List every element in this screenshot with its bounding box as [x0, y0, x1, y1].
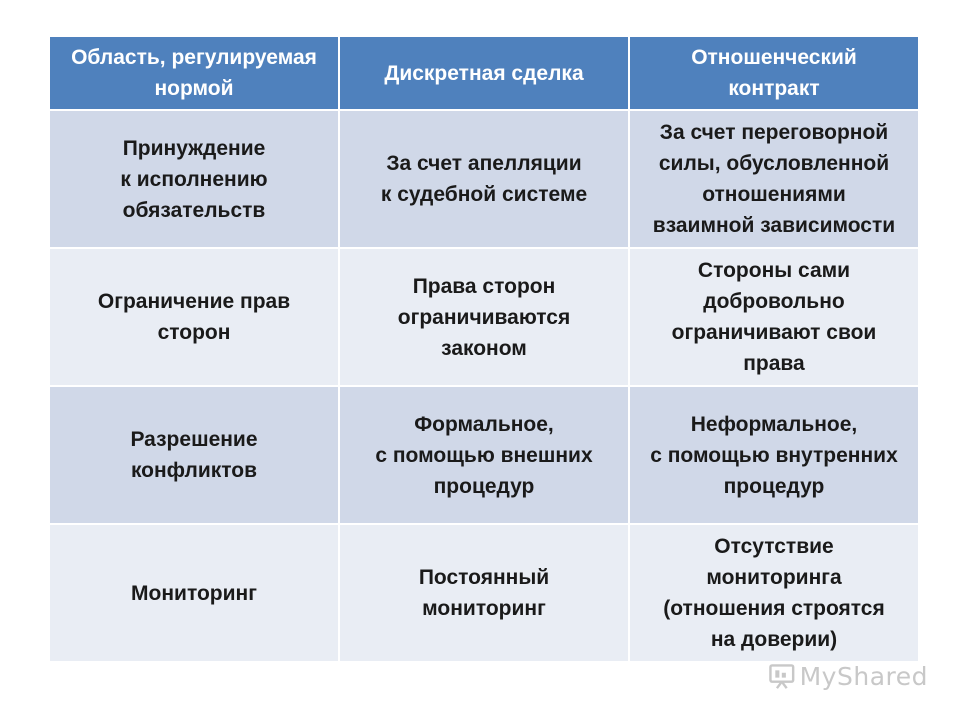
- header-cell-relational-contract: [629, 36, 919, 110]
- table-cell: [49, 524, 339, 662]
- table-cell: [629, 524, 919, 662]
- table-row: [49, 386, 919, 524]
- cell-text: Принуждение к исполнению обязательств: [120, 136, 268, 222]
- cell-text: За счет переговорной силы, обусловленной отношениями взаимной зависимости: [652, 121, 896, 237]
- header-cell-area: [49, 36, 339, 110]
- table-header-row: [49, 36, 919, 110]
- cell-text: Неформальное, с помощью внутренних процедур: [650, 412, 898, 498]
- table-row: [49, 524, 919, 662]
- header-label: Отношенческий контракт: [691, 46, 857, 100]
- cell-text: За счет апелляции к судебной системе: [380, 152, 588, 206]
- table-cell: [49, 110, 339, 248]
- watermark-text: MyShared: [799, 661, 928, 691]
- table-row: [49, 110, 919, 248]
- cell-text: Постоянный мониторинг: [418, 566, 550, 620]
- header-label: Область, регулируемая нормой: [71, 46, 317, 100]
- table-cell: [339, 386, 629, 524]
- cell-text: Стороны сами добровольно ограничивают свои права: [671, 259, 877, 375]
- table-cell: [49, 386, 339, 524]
- watermark: [768, 656, 928, 696]
- table-cell: [339, 110, 629, 248]
- table-cell: [629, 386, 919, 524]
- table-cell: [629, 110, 919, 248]
- cell-text: Отсутствие мониторинга (отношения строятся на доверии): [663, 535, 885, 651]
- comparison-table: [48, 35, 920, 663]
- header-cell-discrete-deal: [339, 36, 629, 110]
- cell-text: Мониторинг: [131, 581, 257, 605]
- table-cell: [339, 248, 629, 386]
- cell-text: Ограничение прав сторон: [97, 290, 291, 344]
- header-label: Дискретная сделка: [384, 61, 584, 85]
- table-cell: [629, 248, 919, 386]
- cell-text: Разрешение конфликтов: [130, 428, 258, 482]
- cell-text: Формальное, с помощью внешних процедур: [375, 412, 593, 498]
- presentation-board-icon: [768, 659, 796, 693]
- cell-text: Права сторон ограничиваются законом: [397, 274, 571, 360]
- table-cell: [49, 248, 339, 386]
- table-row: [49, 248, 919, 386]
- table-cell: [339, 524, 629, 662]
